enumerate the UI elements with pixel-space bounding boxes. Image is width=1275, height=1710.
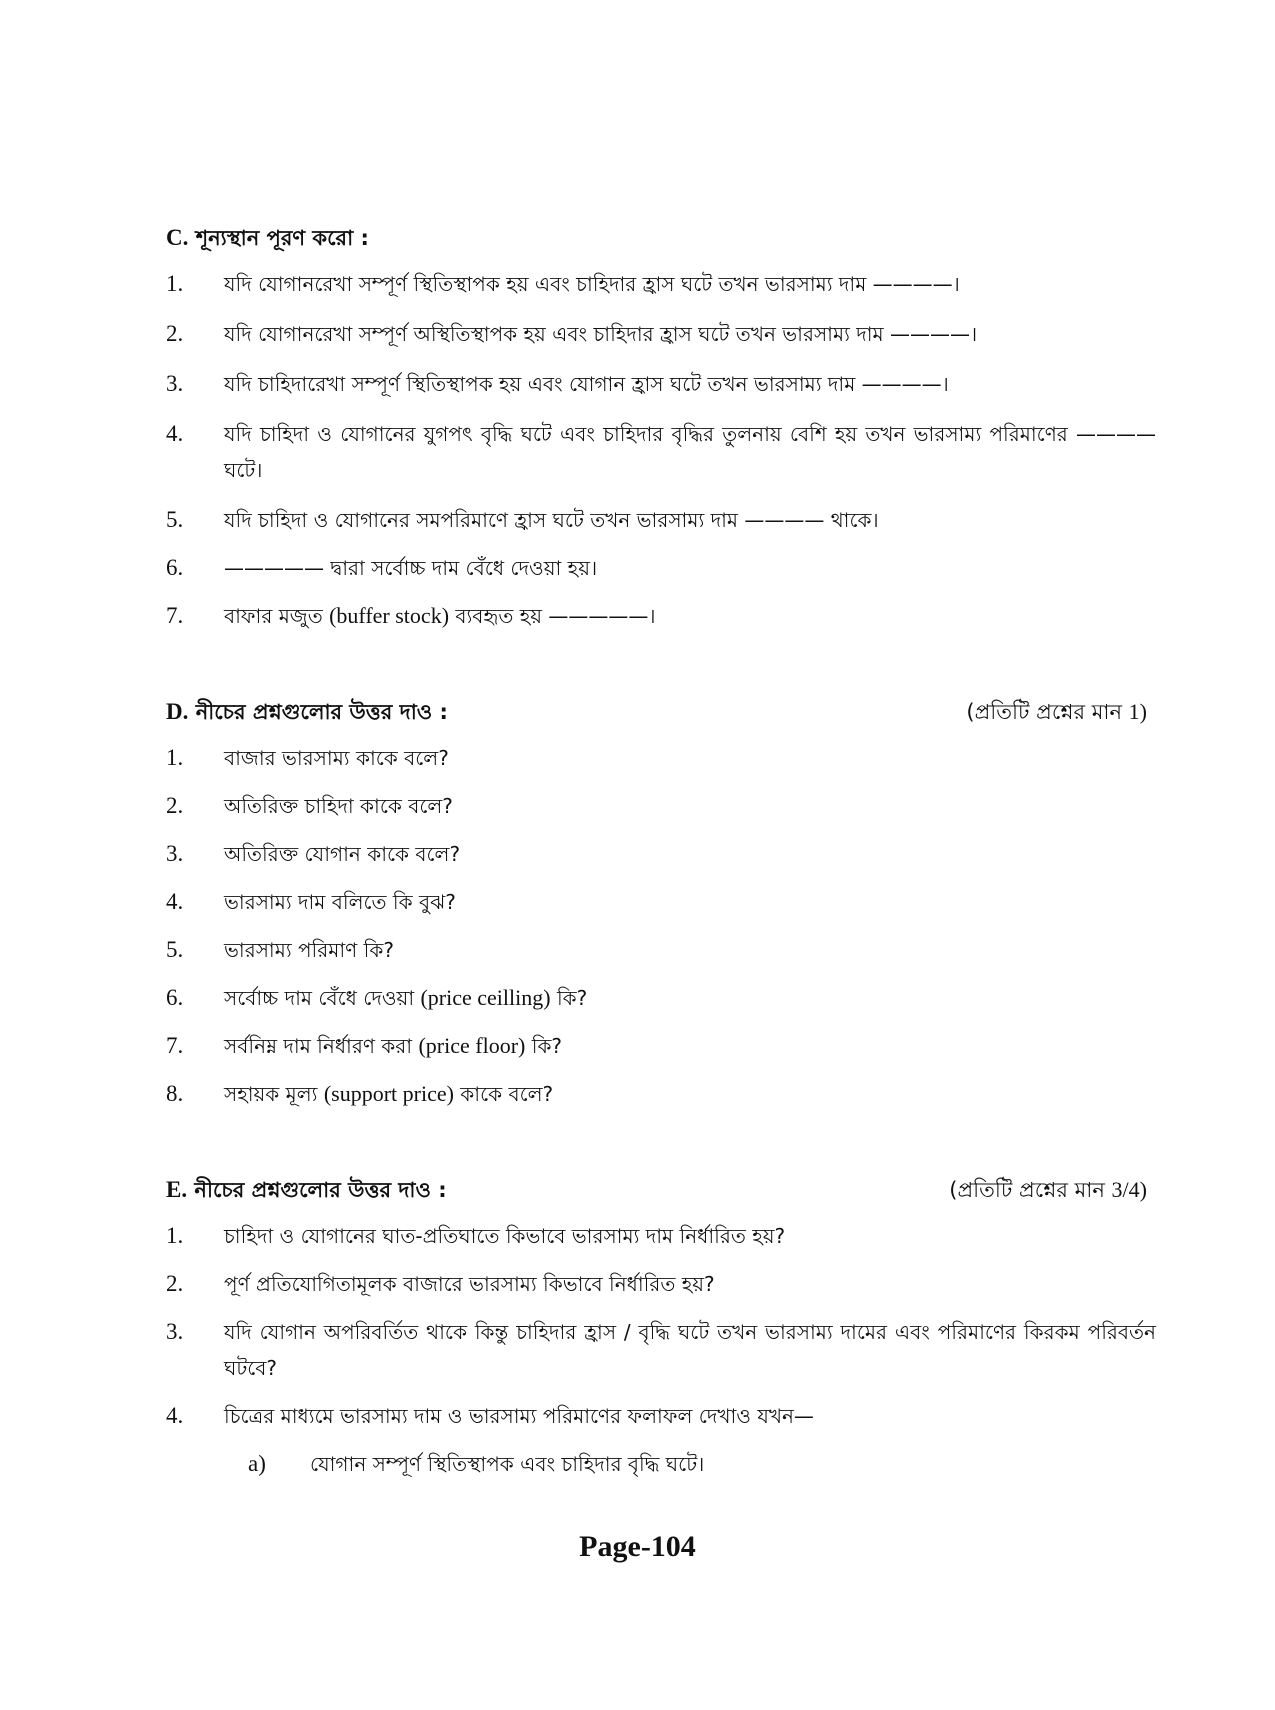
subitem-text: যোগান সম্পূর্ণ স্থিতিস্থাপক এবং চাহিদার বৃদ্ধি ঘটে। (310, 1452, 705, 1476)
section-d-item-5 (166, 932, 1156, 968)
section-c-item-4 (166, 416, 1156, 488)
item-text-en: (buffer stock) (329, 603, 450, 628)
section-e-subitem-a (248, 1446, 1148, 1482)
item-text: পূর্ণ প্রতিযোগিতামূলক বাজারে ভারসাম্য কিভাবে নির্ধারিত হয়? (224, 1272, 715, 1296)
section-c-title: শূন্যস্থান পূরণ করো : (195, 226, 369, 250)
item-text (224, 980, 1156, 1016)
page-number: Page-104 (579, 1530, 696, 1563)
section-d-item-8 (166, 1076, 1156, 1112)
item-number: 1. (166, 1223, 184, 1248)
section-d-item-1 (166, 740, 1156, 776)
section-c-letter: C. (166, 225, 189, 250)
item-number: 7. (166, 603, 184, 628)
item-text: চাহিদা ও যোগানের ঘাত-প্রতিঘাতে কিভাবে ভারসাম্য দাম নির্ধারিত হয়? (224, 1224, 786, 1248)
item-text: ভারসাম্য দাম বলিতে কি বুঝ? (224, 890, 456, 914)
item-text: যদি চাহিদা ও যোগানের সমপরিমাণে হ্রাস ঘটে তখন ভারসাম্য দাম ———— থাকে। (224, 508, 879, 532)
section-d-letter: D. (166, 699, 189, 724)
section-e-item-2 (166, 1266, 1156, 1302)
item-text-bn: সর্বোচ্চ দাম বেঁধে দেওয়া (224, 986, 421, 1010)
item-number: 2. (166, 1271, 184, 1296)
section-d-heading (166, 696, 448, 731)
item-text (224, 1028, 1156, 1064)
section-e-item-1 (166, 1218, 1156, 1254)
item-number: 4. (166, 889, 184, 914)
item-number: 2. (166, 793, 184, 818)
marks-label: (প্রতিটি প্রশ্নের মান (949, 1178, 1112, 1202)
section-d-item-4 (166, 884, 1156, 920)
section-d-marks (966, 696, 1147, 731)
item-text-en: (price floor) (418, 1033, 526, 1058)
marks-value: 3/4) (1111, 1177, 1147, 1202)
item-text (224, 1076, 1156, 1112)
section-d-item-3 (166, 836, 1156, 872)
item-number: 3. (166, 371, 184, 396)
item-number: 7. (166, 1033, 184, 1058)
item-text: চিত্রের মাধ্যমে ভারসাম্য দাম ও ভারসাম্য পরিমাণের ফলাফল দেখাও যখন— (224, 1404, 814, 1428)
item-number: 4. (166, 421, 184, 446)
section-d-title: নীচের প্রশ্নগুলোর উত্তর দাও : (195, 700, 448, 724)
section-e-heading (166, 1174, 447, 1209)
section-c-item-2 (166, 316, 1156, 352)
item-text: অতিরিক্ত চাহিদা কাকে বলে? (224, 794, 453, 818)
item-text-en: (support price) (323, 1081, 454, 1106)
item-number: 8. (166, 1081, 184, 1106)
item-number: 3. (166, 841, 184, 866)
item-text (224, 598, 1156, 634)
section-d-item-2 (166, 788, 1156, 824)
item-number: 5. (166, 507, 184, 532)
subitem-number: a) (248, 1451, 266, 1476)
marks-label: (প্রতিটি প্রশ্নের মান (966, 700, 1129, 724)
item-number: 4. (166, 1403, 184, 1428)
item-text: যদি চাহিদা ও যোগানের যুগপৎ বৃদ্ধি ঘটে এবং চাহিদার বৃদ্ধির তুলনায় বেশি হয় তখন ভারসাম্য পরিমাণের ————ঘটে। (224, 422, 1156, 482)
item-number: 6. (166, 985, 184, 1010)
section-d-item-7 (166, 1028, 1156, 1064)
item-text: যদি যোগানরেখা সম্পূর্ণ স্থিতিস্থাপক হয় এবং চাহিদার হ্রাস ঘটে তখন ভারসাম্য দাম ————। (224, 272, 960, 296)
item-text-bn: বাফার মজুত (224, 604, 330, 628)
item-text: ভারসাম্য পরিমাণ কি? (224, 938, 394, 962)
item-number: 3. (166, 1319, 184, 1344)
item-text-bn-end: কি? (525, 1034, 563, 1058)
section-c-heading (166, 222, 369, 257)
section-d-item-6 (166, 980, 1156, 1016)
section-e-title: নীচের প্রশ্নগুলোর উত্তর দাও : (194, 1178, 447, 1202)
item-text: ————— দ্বারা সর্বোচ্চ দাম বেঁধে দেওয়া হয়। (224, 556, 598, 580)
item-number: 1. (166, 745, 184, 770)
item-text-bn: সহায়ক মূল্য (224, 1082, 324, 1106)
section-e-item-4 (166, 1398, 1156, 1434)
item-text-en: (price ceilling) (420, 985, 551, 1010)
marks-value: 1) (1128, 699, 1147, 724)
item-text: বাজার ভারসাম্য কাকে বলে? (224, 746, 449, 770)
item-text: যদি যোগানরেখা সম্পূর্ণ অস্থিতিস্থাপক হয় এবং চাহিদার হ্রাস ঘটে তখন ভারসাম্য দাম ————। (224, 322, 978, 346)
section-c-item-6 (166, 550, 1156, 586)
section-e-marks (949, 1174, 1147, 1209)
section-c-item-5 (166, 502, 1156, 538)
section-c-item-3 (166, 366, 1156, 402)
item-number: 2. (166, 321, 184, 346)
item-text: যদি চাহিদারেখা সম্পূর্ণ স্থিতিস্থাপক হয় এবং যোগান হ্রাস ঘটে তখন ভারসাম্য দাম ————। (224, 372, 949, 396)
item-text-bn-end: কাকে বলে? (453, 1082, 554, 1106)
item-text-bn-end: কি? (550, 986, 588, 1010)
item-number: 6. (166, 555, 184, 580)
item-text-bn: সর্বনিম্ন দাম নির্ধারণ করা (224, 1034, 419, 1058)
item-text: যদি যোগান অপরিবর্তিত থাকে কিন্তু চাহিদার হ্রাস / বৃদ্ধি ঘটে তখন ভারসাম্য দামের এবং পরিমাণের কিরকম পরিবর্তন ঘটবে? (224, 1320, 1156, 1380)
section-c-item-7 (166, 598, 1156, 634)
item-text-bn-end: ব্যবহৃত হয় —————। (449, 604, 656, 628)
section-c-item-1 (166, 266, 1156, 302)
item-number: 1. (166, 271, 184, 296)
item-text: অতিরিক্ত যোগান কাকে বলে? (224, 842, 461, 866)
section-e-item-3 (166, 1314, 1156, 1386)
section-e-letter: E. (166, 1177, 188, 1202)
item-number: 5. (166, 937, 184, 962)
